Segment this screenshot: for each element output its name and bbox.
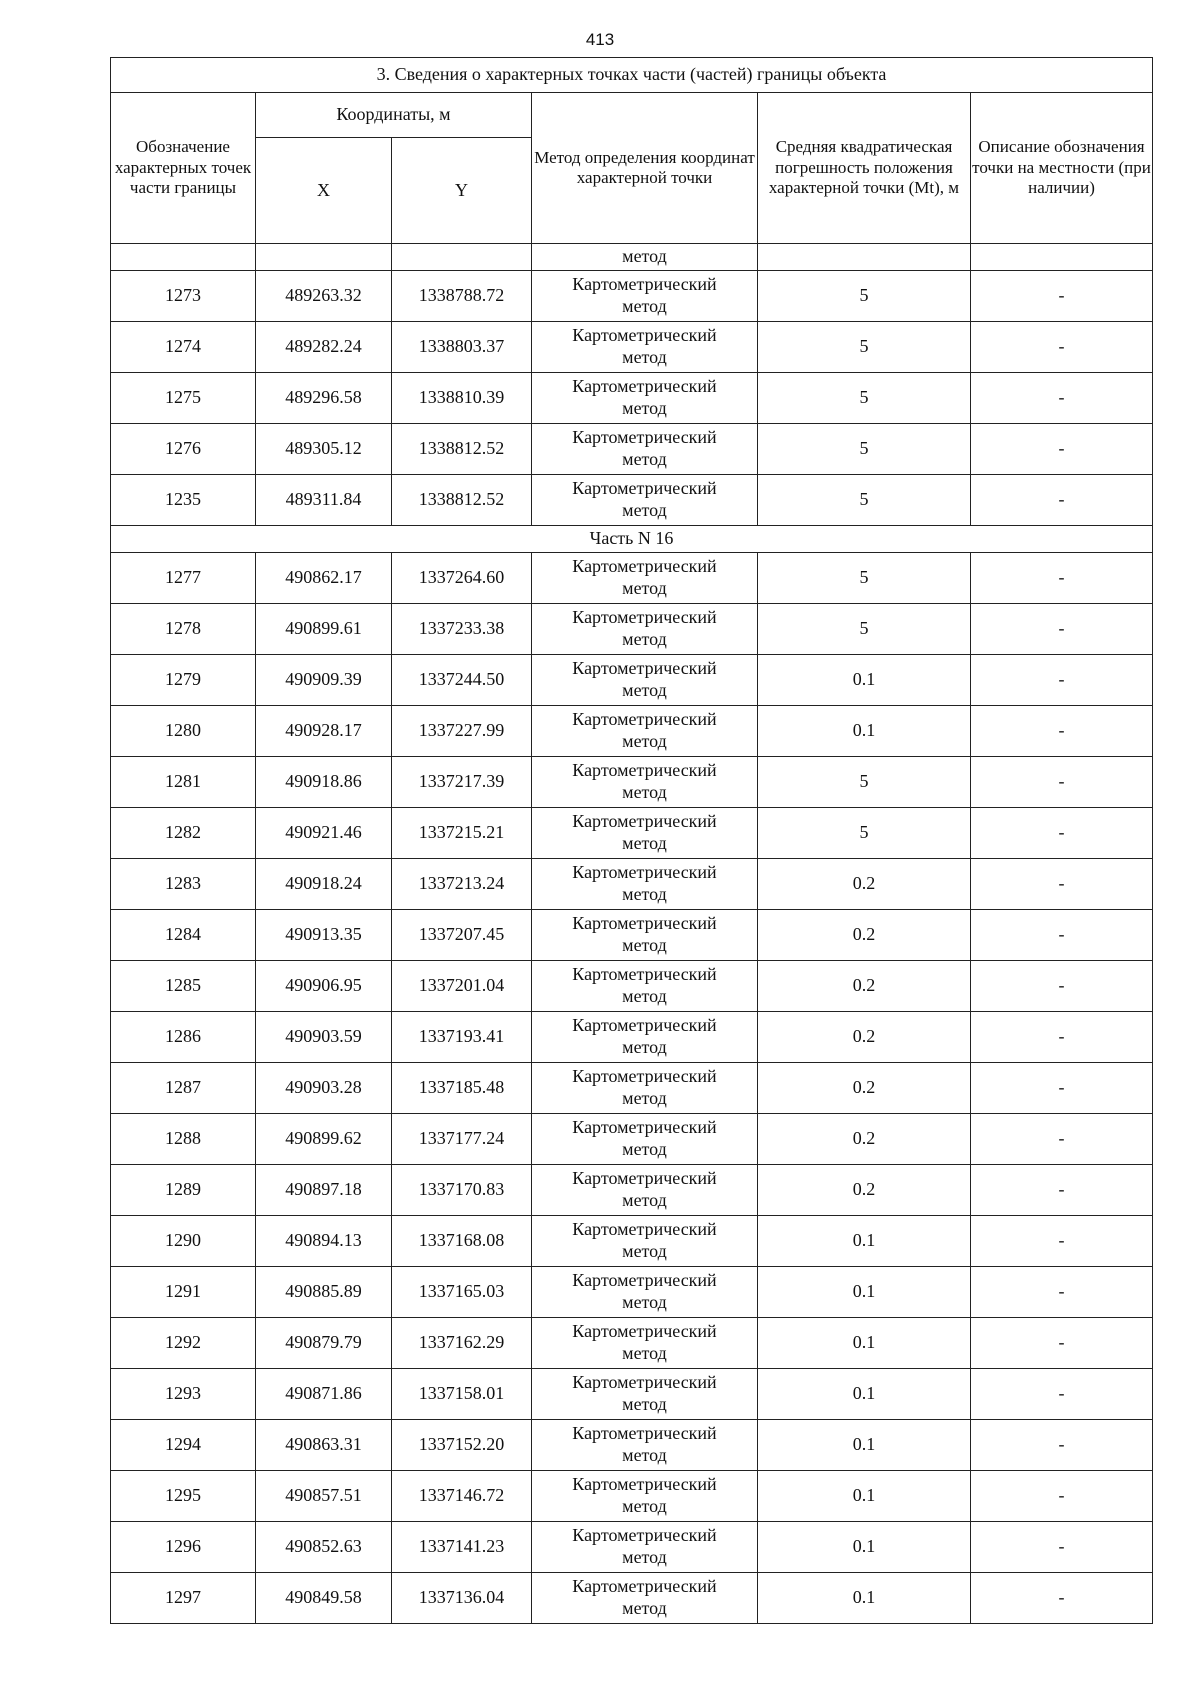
- method: Картометрический метод: [532, 373, 758, 424]
- part-label: Часть N 16: [111, 526, 1153, 553]
- point-id: 1295: [111, 1471, 256, 1522]
- coord-x: 490909.39: [256, 655, 392, 706]
- point-id: 1291: [111, 1267, 256, 1318]
- header-error: Средняя квадратическая погрешность положения характерной точки (Mt), м: [758, 93, 971, 244]
- coord-y: 1337217.39: [392, 757, 532, 808]
- point-id: 1282: [111, 808, 256, 859]
- table-row: [111, 1216, 1153, 1267]
- mt-error: 0.1: [758, 655, 971, 706]
- point-description: -: [971, 322, 1153, 373]
- table-row: [111, 859, 1153, 910]
- table-row: [111, 1165, 1153, 1216]
- mt-error: 0.2: [758, 1012, 971, 1063]
- coord-x: 490894.13: [256, 1216, 392, 1267]
- point-description: -: [971, 961, 1153, 1012]
- mt-error: 0.2: [758, 961, 971, 1012]
- method: Картометрический метод: [532, 475, 758, 526]
- table-row: [111, 1471, 1153, 1522]
- coord-y: 1338803.37: [392, 322, 532, 373]
- coord-x: 490857.51: [256, 1471, 392, 1522]
- part-header-row: [111, 526, 1153, 553]
- mt-error: 0.2: [758, 1114, 971, 1165]
- point-id: 1290: [111, 1216, 256, 1267]
- point-id: 1292: [111, 1318, 256, 1369]
- point-id: 1285: [111, 961, 256, 1012]
- coord-y: 1337244.50: [392, 655, 532, 706]
- method: Картометрический метод: [532, 1573, 758, 1624]
- continuation-row: [111, 244, 1153, 271]
- coord-x: 489305.12: [256, 424, 392, 475]
- mt-error: 0.1: [758, 1216, 971, 1267]
- coord-y: 1338812.52: [392, 424, 532, 475]
- coord-x: 490897.18: [256, 1165, 392, 1216]
- method: Картометрический метод: [532, 1369, 758, 1420]
- point-id: 1287: [111, 1063, 256, 1114]
- table-row: [111, 373, 1153, 424]
- coord-y: 1337165.03: [392, 1267, 532, 1318]
- coord-y: 1337264.60: [392, 553, 532, 604]
- table-row: [111, 1369, 1153, 1420]
- point-id: 1279: [111, 655, 256, 706]
- mt-error: 5: [758, 757, 971, 808]
- coord-y: 1337141.23: [392, 1522, 532, 1573]
- point-description: -: [971, 1471, 1153, 1522]
- mt-error: 5: [758, 604, 971, 655]
- method: Картометрический метод: [532, 424, 758, 475]
- mt-error: 5: [758, 808, 971, 859]
- table-row: [111, 271, 1153, 322]
- mt-error: 0.1: [758, 1573, 971, 1624]
- point-id: 1235: [111, 475, 256, 526]
- header-description: Описание обозначения точки на местности (при наличии): [971, 93, 1153, 244]
- table-row: [111, 1063, 1153, 1114]
- point-description: -: [971, 604, 1153, 655]
- point-description: -: [971, 1318, 1153, 1369]
- method: Картометрический метод: [532, 961, 758, 1012]
- point-id: 1274: [111, 322, 256, 373]
- method: Картометрический метод: [532, 757, 758, 808]
- coord-x: 490899.62: [256, 1114, 392, 1165]
- coord-y: 1337213.24: [392, 859, 532, 910]
- table-row: [111, 757, 1153, 808]
- point-description: -: [971, 1522, 1153, 1573]
- page-number: 413: [585, 30, 615, 49]
- table-body: [111, 244, 1153, 1624]
- coord-y: 1337168.08: [392, 1216, 532, 1267]
- coord-x: 490921.46: [256, 808, 392, 859]
- method: Картометрический метод: [532, 1267, 758, 1318]
- coord-y: 1337146.72: [392, 1471, 532, 1522]
- point-description: -: [971, 1165, 1153, 1216]
- table-row: [111, 553, 1153, 604]
- mt-error: 0.2: [758, 859, 971, 910]
- header-y: Y: [392, 138, 532, 244]
- table-row: [111, 604, 1153, 655]
- point-id: 1281: [111, 757, 256, 808]
- mt-error: 5: [758, 553, 971, 604]
- header-designation: Обозначение характерных точек части границы: [111, 93, 256, 244]
- coord-x: 490903.59: [256, 1012, 392, 1063]
- table-row: [111, 1318, 1153, 1369]
- point-description: -: [971, 910, 1153, 961]
- point-description: -: [971, 1369, 1153, 1420]
- mt-error: 0.1: [758, 1318, 971, 1369]
- point-id: 1276: [111, 424, 256, 475]
- coord-y: 1338788.72: [392, 271, 532, 322]
- coord-x: 490918.86: [256, 757, 392, 808]
- point-id: 1286: [111, 1012, 256, 1063]
- point-id: 1277: [111, 553, 256, 604]
- method: Картометрический метод: [532, 1063, 758, 1114]
- table-row: [111, 808, 1153, 859]
- mt-error: 5: [758, 475, 971, 526]
- table-row: [111, 1522, 1153, 1573]
- table-row: [111, 1114, 1153, 1165]
- coord-x: 490879.79: [256, 1318, 392, 1369]
- table-row: [111, 1267, 1153, 1318]
- mt-error: 0.1: [758, 1471, 971, 1522]
- coord-y: 1338810.39: [392, 373, 532, 424]
- method: Картометрический метод: [532, 604, 758, 655]
- mt-error: 0.1: [758, 1522, 971, 1573]
- point-id: 1275: [111, 373, 256, 424]
- coord-y: 1337158.01: [392, 1369, 532, 1420]
- point-description: -: [971, 271, 1153, 322]
- point-id: 1288: [111, 1114, 256, 1165]
- coord-x: 489311.84: [256, 475, 392, 526]
- method: Картометрический метод: [532, 910, 758, 961]
- method: Картометрический метод: [532, 322, 758, 373]
- point-description: -: [971, 424, 1153, 475]
- method: Картометрический метод: [532, 1522, 758, 1573]
- method: Картометрический метод: [532, 1471, 758, 1522]
- coord-y: 1337177.24: [392, 1114, 532, 1165]
- point-description: -: [971, 1267, 1153, 1318]
- coord-y: 1337162.29: [392, 1318, 532, 1369]
- point-description: -: [971, 475, 1153, 526]
- method: Картометрический метод: [532, 553, 758, 604]
- method: Картометрический метод: [532, 1012, 758, 1063]
- point-description: -: [971, 1012, 1153, 1063]
- coord-y: 1337170.83: [392, 1165, 532, 1216]
- method: Картометрический метод: [532, 1420, 758, 1471]
- point-id: 1280: [111, 706, 256, 757]
- coord-x: 489282.24: [256, 322, 392, 373]
- point-id: 1293: [111, 1369, 256, 1420]
- mt-error: 0.1: [758, 706, 971, 757]
- coord-x: 489296.58: [256, 373, 392, 424]
- method: Картометрический метод: [532, 706, 758, 757]
- method: Картометрический метод: [532, 1165, 758, 1216]
- coord-y: 1337215.21: [392, 808, 532, 859]
- coord-y: 1338812.52: [392, 475, 532, 526]
- point-description: -: [971, 373, 1153, 424]
- coord-x: 490903.28: [256, 1063, 392, 1114]
- method: Картометрический метод: [532, 1114, 758, 1165]
- coord-x: 490885.89: [256, 1267, 392, 1318]
- mt-error: 0.2: [758, 1165, 971, 1216]
- coord-y: 1337185.48: [392, 1063, 532, 1114]
- table-row: [111, 475, 1153, 526]
- coord-x: 490862.17: [256, 553, 392, 604]
- coord-x: 490849.58: [256, 1573, 392, 1624]
- method: Картометрический метод: [532, 1318, 758, 1369]
- point-id: 1294: [111, 1420, 256, 1471]
- continuation-method: метод: [532, 244, 758, 271]
- point-id: 1284: [111, 910, 256, 961]
- coord-y: 1337152.20: [392, 1420, 532, 1471]
- table-row: [111, 961, 1153, 1012]
- coord-y: 1337193.41: [392, 1012, 532, 1063]
- coord-x: 490852.63: [256, 1522, 392, 1573]
- mt-error: 5: [758, 271, 971, 322]
- coord-y: 1337233.38: [392, 604, 532, 655]
- point-description: -: [971, 1216, 1153, 1267]
- point-description: -: [971, 808, 1153, 859]
- coord-x: 489263.32: [256, 271, 392, 322]
- point-id: 1283: [111, 859, 256, 910]
- coord-y: 1337201.04: [392, 961, 532, 1012]
- coord-x: 490863.31: [256, 1420, 392, 1471]
- point-description: -: [971, 757, 1153, 808]
- coord-x: 490913.35: [256, 910, 392, 961]
- table-row: [111, 706, 1153, 757]
- point-description: -: [971, 553, 1153, 604]
- method: Картометрический метод: [532, 859, 758, 910]
- table-row: [111, 1420, 1153, 1471]
- point-description: -: [971, 706, 1153, 757]
- mt-error: 0.2: [758, 1063, 971, 1114]
- mt-error: 0.2: [758, 910, 971, 961]
- method: Картометрический метод: [532, 808, 758, 859]
- point-id: 1289: [111, 1165, 256, 1216]
- boundary-points-table: [110, 57, 1153, 1624]
- table-title: 3. Сведения о характерных точках части (частей) границы объекта: [111, 58, 1153, 93]
- coord-x: 490871.86: [256, 1369, 392, 1420]
- point-description: -: [971, 655, 1153, 706]
- method: Картометрический метод: [532, 655, 758, 706]
- method: Картометрический метод: [532, 271, 758, 322]
- point-description: -: [971, 1063, 1153, 1114]
- point-id: 1278: [111, 604, 256, 655]
- coord-x: 490899.61: [256, 604, 392, 655]
- table-row: [111, 1573, 1153, 1624]
- table-row: [111, 1012, 1153, 1063]
- table-row: [111, 424, 1153, 475]
- table-row: [111, 910, 1153, 961]
- header-x: X: [256, 138, 392, 244]
- method: Картометрический метод: [532, 1216, 758, 1267]
- coord-x: 490906.95: [256, 961, 392, 1012]
- point-description: -: [971, 859, 1153, 910]
- mt-error: 0.1: [758, 1267, 971, 1318]
- mt-error: 0.1: [758, 1420, 971, 1471]
- coord-x: 490918.24: [256, 859, 392, 910]
- point-description: -: [971, 1420, 1153, 1471]
- point-id: 1296: [111, 1522, 256, 1573]
- point-description: -: [971, 1573, 1153, 1624]
- coord-y: 1337227.99: [392, 706, 532, 757]
- point-description: -: [971, 1114, 1153, 1165]
- header-coordinates: Координаты, м: [256, 93, 532, 138]
- mt-error: 5: [758, 424, 971, 475]
- mt-error: 5: [758, 373, 971, 424]
- point-id: 1297: [111, 1573, 256, 1624]
- mt-error: 0.1: [758, 1369, 971, 1420]
- coord-x: 490928.17: [256, 706, 392, 757]
- point-id: 1273: [111, 271, 256, 322]
- table-row: [111, 322, 1153, 373]
- coord-y: 1337207.45: [392, 910, 532, 961]
- mt-error: 5: [758, 322, 971, 373]
- header-method: Метод определения координат характерной точки: [532, 93, 758, 244]
- table-row: [111, 655, 1153, 706]
- coord-y: 1337136.04: [392, 1573, 532, 1624]
